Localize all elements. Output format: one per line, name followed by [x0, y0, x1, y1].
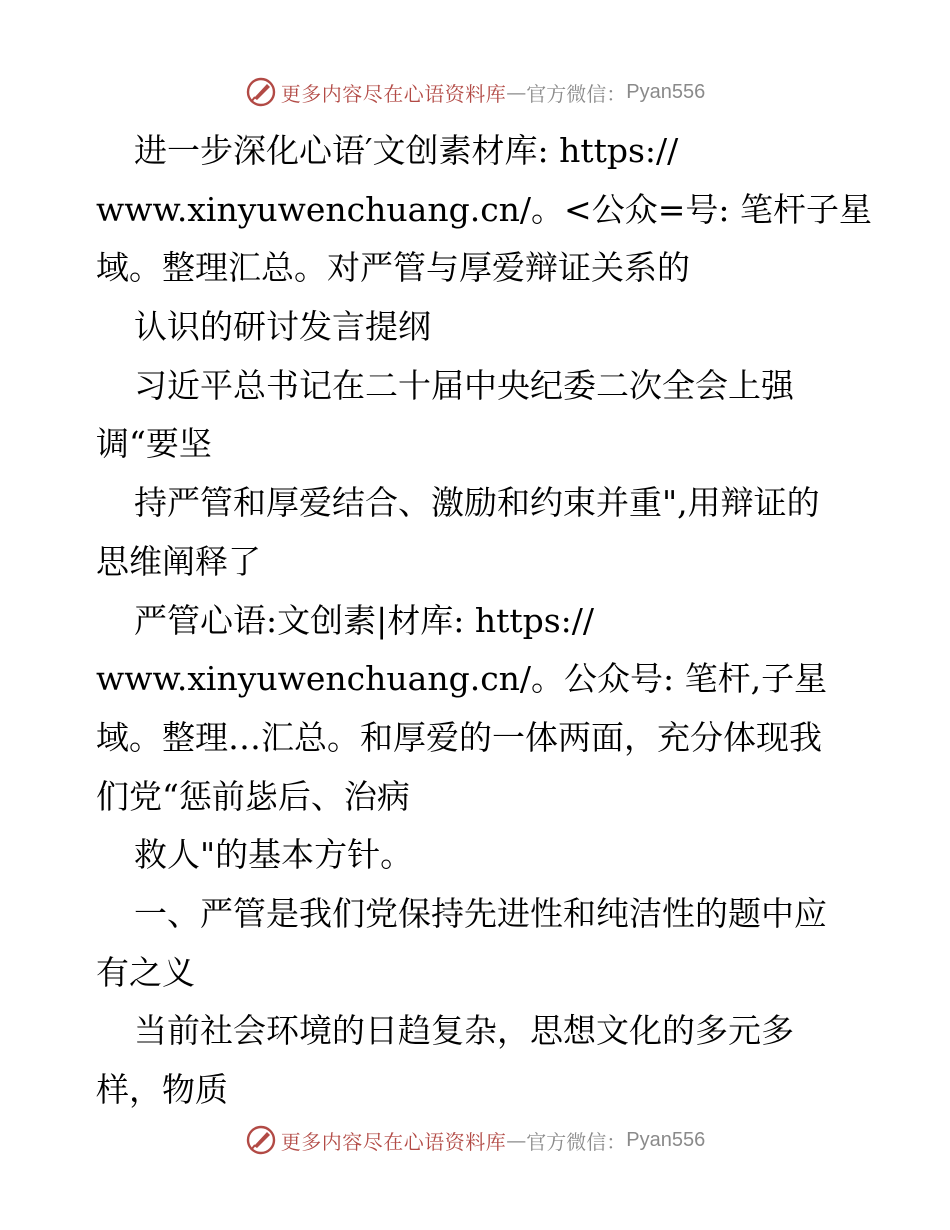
text-line: 一、严管是我们党保持先进性和纯洁性的题中应	[134, 893, 827, 933]
text-line: 持严管和厚爱结合、激励和约束并重",用辩证的	[134, 483, 820, 523]
text-line: 有之义	[96, 952, 195, 992]
banner-separator: —	[506, 80, 527, 104]
text-line: www.xinyuwenchuang.cn/。公众号: 笔杆,子星	[96, 659, 828, 699]
text-line: 思维阐释了	[96, 541, 261, 581]
banner-wechat-id: Pyan556	[626, 1128, 706, 1151]
text-line: 习近平总书记在二十届中央纪委二次全会上强	[134, 365, 794, 405]
text-line: 域。整理汇总。对严管与厚爱辩证关系的	[96, 248, 690, 288]
text-line: www.xinyuwenchuang.cn/。<公众=号: 笔杆子星	[96, 189, 872, 229]
text-line: 们党“惩前毖后、治病	[96, 776, 410, 816]
text-line: 救人"的基本方针。	[134, 835, 414, 875]
banner-text: 更多内容尽在心语资料库	[280, 81, 507, 106]
quill-circle-icon	[245, 1124, 277, 1156]
banner-wechat-label: 官方微信：	[526, 1129, 627, 1154]
text-line: 当前社会环境的日趋复杂，思想文化的多元多	[134, 1011, 794, 1051]
banner-wechat-label: 官方微信：	[526, 81, 627, 106]
banner-wechat-id: Pyan556	[626, 80, 706, 103]
text-line: 进一步深化心语′文创素材库: https://	[134, 131, 679, 170]
text-line: 样，物质	[96, 1070, 228, 1109]
text-line: 调“要坚	[96, 424, 212, 464]
banner-text: 更多内容尽在心语资料库	[280, 1129, 507, 1154]
quill-circle-icon	[245, 76, 277, 108]
header-banner	[0, 72, 950, 112]
document-body	[96, 122, 872, 1120]
text-line: 严管心语:文创素|材库: https://	[134, 600, 595, 640]
banner-separator: —	[506, 1128, 527, 1152]
footer-banner	[0, 1120, 950, 1160]
text-line: 域。整理…汇总。和厚爱的一体两面，充分体现我	[96, 717, 822, 757]
text-line: 认识的研讨发言提纲	[134, 307, 431, 347]
